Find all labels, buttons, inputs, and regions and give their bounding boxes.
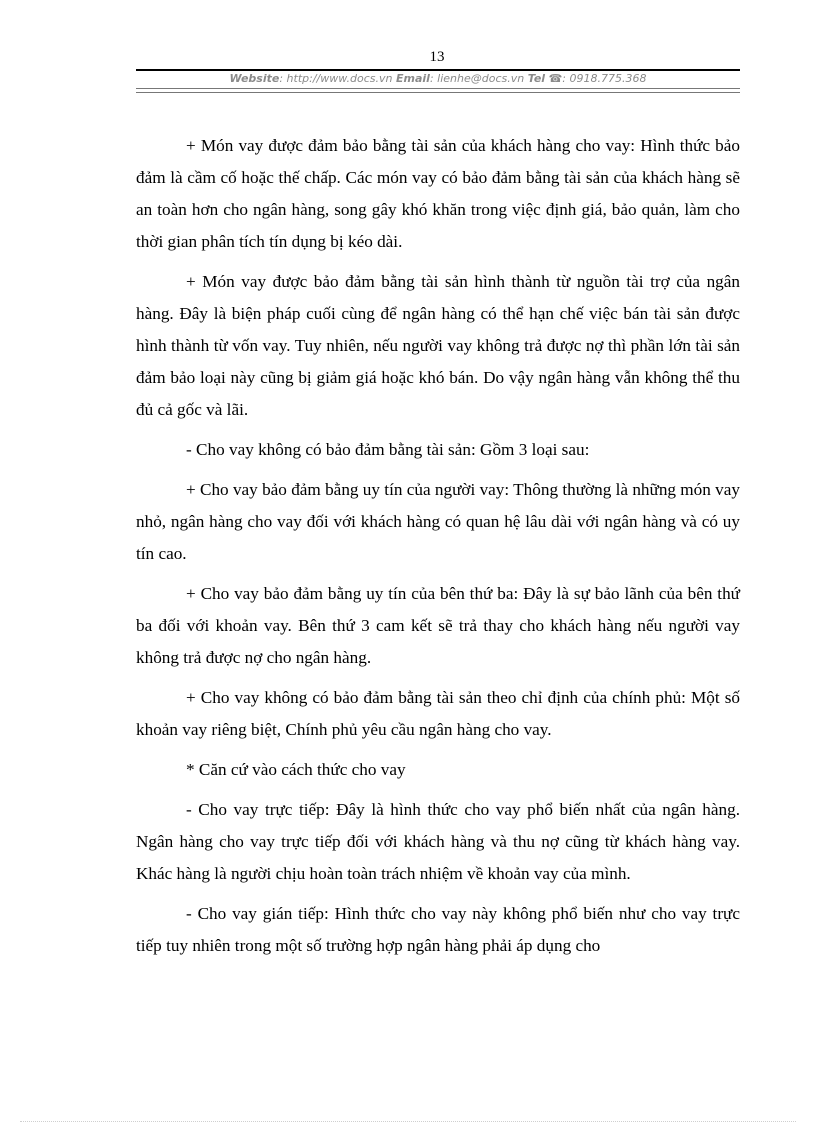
- tel-value: : 0918.775.368: [562, 72, 647, 85]
- tel-label: Tel: [527, 72, 546, 85]
- paragraph-government-directed: + Cho vay không có bảo đảm bằng tài sản theo chỉ định của chính phủ: Một số khoản vay riêng biệt, Chính phủ yêu cầu ngân hàng cho vay.: [136, 688, 740, 739]
- paragraph-third-party-guarantee: + Cho vay bảo đảm bằng uy tín của bên thứ ba: Đây là sự bảo lãnh của bên thứ ba đối với khoản vay. Bên thứ 3 cam kết sẽ trả thay cho khách hàng nếu người vay không trả được nợ cho ngân hàng.: [136, 584, 740, 667]
- header-top-rule: [136, 69, 740, 71]
- footer-rule: [20, 1121, 796, 1122]
- phone-icon: ☎: [548, 72, 563, 85]
- paragraph-lending-method-heading: * Căn cứ vào cách thức cho vay: [186, 760, 406, 779]
- paragraph-direct-lending: - Cho vay trực tiếp: Đây là hình thức cho vay phổ biến nhất của ngân hàng. Ngân hàng cho vay trực tiếp đối với khách hàng và thu nợ cũng từ khách hàng vay. Khác hàng là người chịu hoàn toàn trách nhiệm về khoản vay của mình.: [136, 800, 740, 883]
- header-bottom-rule: [136, 88, 740, 93]
- paragraph-indirect-lending: - Cho vay gián tiếp: Hình thức cho vay này không phổ biến như cho vay trực tiếp tuy nhiên trong một số trường hợp ngân hàng phải áp dụng cho: [136, 904, 740, 955]
- email-value[interactable]: : lienhe@docs.vn: [429, 72, 525, 85]
- email-label: Email: [396, 72, 430, 85]
- paragraph-unsecured-loans-intro: - Cho vay không có bảo đảm bằng tài sản: Gồm 3 loại sau:: [186, 440, 590, 459]
- website-value[interactable]: : http://www.docs.vn: [279, 72, 393, 85]
- page-number: 13: [429, 49, 445, 65]
- header-contact-line: [136, 72, 740, 86]
- paragraph-borrower-reputation: + Cho vay bảo đảm bằng uy tín của người vay: Thông thường là những món vay nhỏ, ngân hàng cho vay đối với khách hàng có quan hệ lâu dài với ngân hàng và có uy tín cao.: [136, 480, 740, 563]
- paragraph-secured-by-customer-assets: + Món vay được đảm bảo bằng tài sản của khách hàng cho vay: Hình thức bảo đảm là cầm cố hoặc thế chấp. Các món vay có bảo đảm bằng tài sản của khách hàng sẽ an toàn hơn cho ngân hàng, song gây khó khăn trong việc định giá, bảo quản, làm cho thời gian phân tích tín dụng bị kéo dài.: [136, 136, 740, 251]
- document-body: [136, 130, 740, 970]
- website-label: Website: [229, 72, 280, 85]
- paragraph-secured-by-financed-assets: + Món vay được bảo đảm bằng tài sản hình thành từ nguồn tài trợ của ngân hàng. Đây là biện pháp cuối cùng để ngân hàng có thể hạn chế việc bán tài sản được hình thành từ vốn vay. Tuy nhiên, nếu người vay không trả được nợ thì phần lớn tài sản đảm bảo loại này cũng bị giảm giá hoặc khó bán. Do vậy ngân hàng vẫn không thể thu đủ cả gốc và lãi.: [136, 272, 740, 419]
